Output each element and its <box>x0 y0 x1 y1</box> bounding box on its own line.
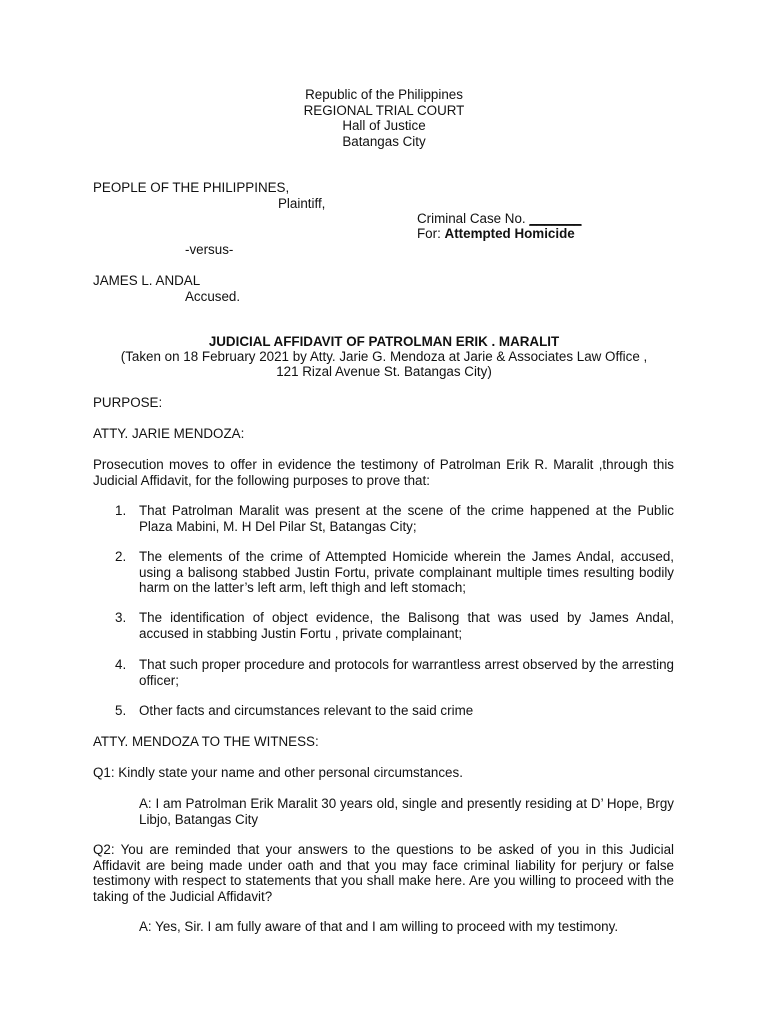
case-number-blank: _______ <box>529 211 582 226</box>
purpose-number: 3. <box>115 610 127 625</box>
purpose-text: That such proper procedure and protocols for warrantless arrest observed by the arresting officer; <box>139 657 674 688</box>
purpose-number: 1. <box>115 503 127 518</box>
question-1: Q1: Kindly state your name and other personal circumstances. <box>93 765 463 780</box>
answer-2: A: Yes, Sir. I am fully aware of that and I am willing to proceed with my testimony. <box>139 919 619 934</box>
attorney-label: ATTY. JARIE MENDOZA: <box>93 426 245 441</box>
question-2: Q2: You are reminded that your answers to the questions to be asked of you in this Judicial Affidavit are being made under oath and that you may face criminal liability for perjury or false testimony with respect to statements that you shall make here. Are you willing to proceed with the taking of the Judicial Affidavit? <box>93 842 674 904</box>
offense-label: For: <box>417 226 445 241</box>
intro-paragraph: Prosecution moves to offer in evidence the testimony of Patrolman Erik R. Maralit ,through this Judicial Affidavit, for the following purposes to prove that: <box>93 457 674 488</box>
versus: -versus- <box>185 242 234 257</box>
case-number-label: Criminal Case No. <box>417 211 530 226</box>
case-number <box>417 211 582 227</box>
purpose-text: The identification of object evidence, the Balisong that was used by James Andal, accused in stabbing Justin Fortu , private complainant; <box>139 610 674 641</box>
accused-label: Accused. <box>185 289 241 304</box>
taken-line-2: 121 Rizal Avenue St. Batangas City) <box>276 364 492 379</box>
header-city: Batangas City <box>342 134 426 149</box>
answer-1: A: I am Patrolman Erik Maralit 30 years old, single and presently residing at D’ Hope, Brgy Libjo, Batangas City <box>139 796 674 827</box>
purpose-number: 2. <box>115 549 127 564</box>
plaintiff-label: Plaintiff, <box>278 196 326 211</box>
document-title: JUDICIAL AFFIDAVIT OF PATROLMAN ERIK . MARALIT <box>208 334 560 349</box>
header-republic: Republic of the Philippines <box>305 87 463 102</box>
purpose-text: Other facts and circumstances relevant to the said crime <box>139 703 474 718</box>
plaintiff-party: PEOPLE OF THE PHILIPPINES, <box>93 180 290 195</box>
accused-party: JAMES L. ANDAL <box>93 273 201 288</box>
header-court: REGIONAL TRIAL COURT <box>303 103 465 118</box>
purpose-number: 4. <box>115 657 127 672</box>
case-offense <box>417 226 575 242</box>
header-hall: Hall of Justice <box>342 118 426 133</box>
purpose-text: The elements of the crime of Attempted Homicide wherein the James Andal, accused, using a balisong stabbed Justin Fortu, private complainant multiple times resulting bodily harm on the latter’s left arm, left thigh and left stomach; <box>139 549 674 596</box>
taken-line-1: (Taken on 18 February 2021 by Atty. Jarie G. Mendoza at Jarie & Associates Law Office , <box>120 349 648 364</box>
witness-label: ATTY. MENDOZA TO THE WITNESS: <box>93 734 319 749</box>
offense-value: Attempted Homicide <box>444 226 575 241</box>
purpose-number: 5. <box>115 703 127 718</box>
purpose-label: PURPOSE: <box>93 395 163 410</box>
purpose-text: That Patrolman Maralit was present at the scene of the crime happened at the Public Plaza Mabini, M. H Del Pilar St, Batangas City; <box>139 503 674 534</box>
